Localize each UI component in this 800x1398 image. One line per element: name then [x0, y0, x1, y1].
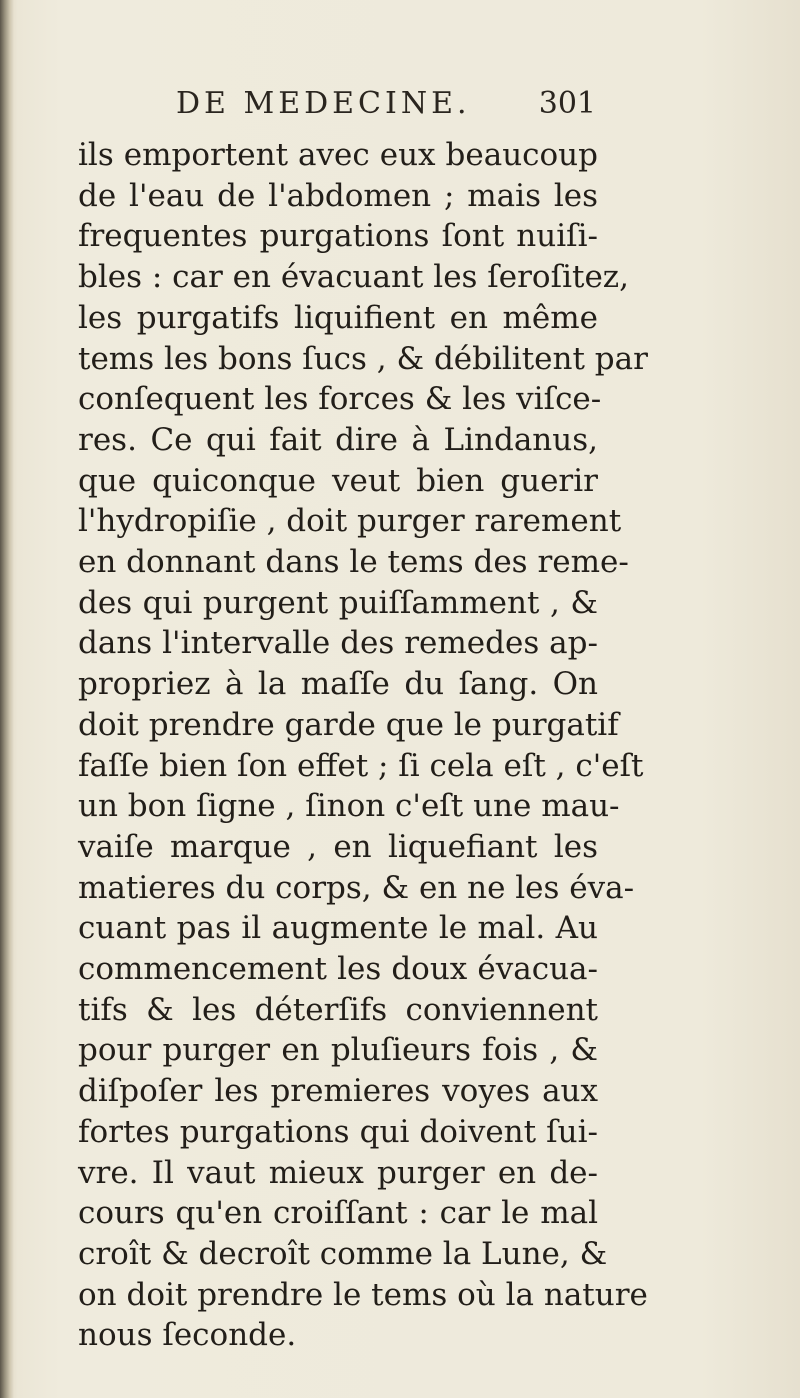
binding-gutter-shadow [0, 0, 14, 1398]
page-number: 301 [538, 86, 596, 121]
text-line-2: de l'eau de l'abdomen ; mais les [78, 177, 598, 214]
text-line-16: faſſe bien ſon effet ; ſi cela eſt , c'eſt [78, 747, 644, 784]
text-line-22: tifs & les déterſifs conviennent [78, 991, 598, 1028]
body-text [78, 132, 648, 1362]
text-line-28: croît & decroît comme la Lune, & [78, 1235, 608, 1272]
text-line-25: fortes purgations qui doivent ſui- [78, 1113, 598, 1150]
running-head [176, 80, 596, 136]
text-line-5: les purgatifs liquifient en même [78, 299, 598, 336]
text-line-9: que quiconque veut bien guerir [78, 462, 598, 499]
text-line-30: nous ſeconde. [78, 1317, 297, 1354]
text-line-21: commencement les doux évacua- [78, 951, 598, 987]
text-line-18: vaiſe marque , en liquefiant les [78, 828, 598, 865]
text-line-8: res. Ce qui fait dire à Lindanus, [78, 421, 598, 458]
text-line-10: l'hydropiſie , doit purger rarement [78, 503, 622, 540]
text-line-7: conſequent les forces & les viſce- [78, 381, 602, 418]
text-line-15: doit prendre garde que le purgatif [78, 706, 619, 743]
text-line-23: pour purger en pluſieurs fois , & [78, 1032, 598, 1069]
text-line-14: propriez à la maſſe du ſang. On [78, 666, 598, 703]
text-line-19: matieres du corps, & en ne les éva- [78, 869, 635, 906]
text-line-17: un bon ſigne , ſinon c'eſt une mau- [78, 788, 620, 825]
text-line-6: tems les bons ſucs , & débilitent par [78, 340, 648, 377]
text-line-26: vre. Il vaut mieux purger en de- [78, 1154, 598, 1191]
text-line-24: diſpoſer les premieres voyes aux [78, 1073, 598, 1110]
text-line-1: ils emportent avec eux beaucoup [78, 137, 598, 173]
text-line-20: cuant pas il augmente le mal. Au [78, 910, 598, 947]
running-title: DE MEDECINE. [176, 86, 471, 121]
text-line-4: bles : car en évacuant les ſeroſitez, [78, 259, 629, 296]
text-line-12: des qui purgent puiſſamment , & [78, 584, 598, 621]
text-line-13: dans l'intervalle des remedes ap- [78, 625, 598, 662]
text-line-29: on doit prendre le tems où la nature [78, 1276, 648, 1313]
text-line-11: en donnant dans le tems des reme- [78, 544, 629, 580]
text-line-3: frequentes purgations ſont nuiſi- [78, 218, 598, 255]
text-line-27: cours qu'en croiſſant : car le mal [78, 1195, 598, 1232]
